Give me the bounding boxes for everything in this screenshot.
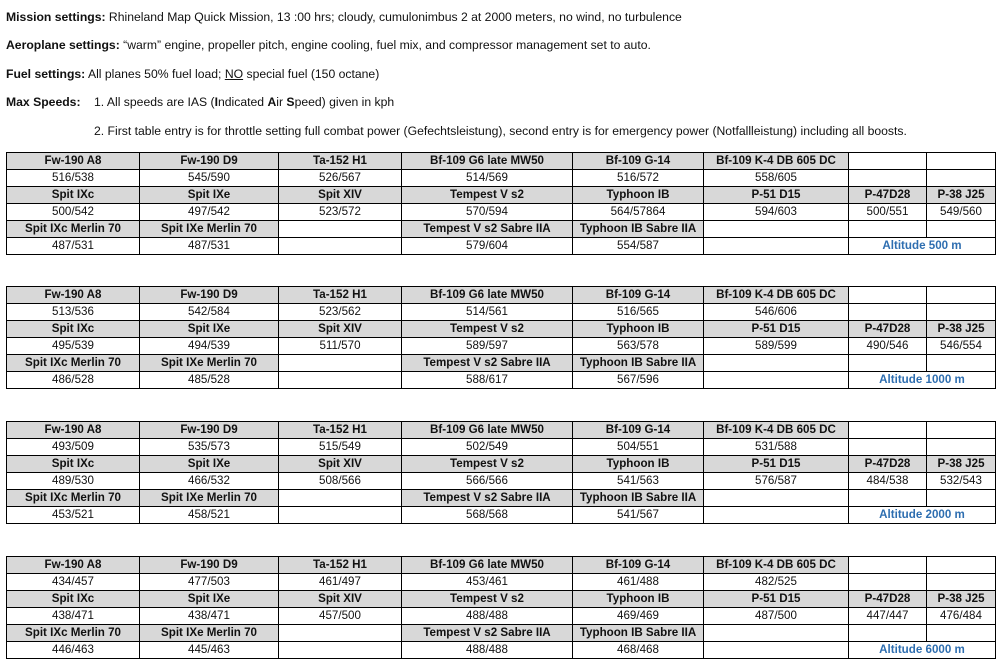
speed-value-cell: 554/587 <box>573 238 704 255</box>
speed-value-cell <box>279 238 402 255</box>
aircraft-name-cell: Fw-190 A8 <box>7 153 140 170</box>
aircraft-name-cell <box>849 422 927 439</box>
speed-table-3 <box>6 421 996 524</box>
speed-value-row <box>7 473 996 490</box>
aircraft-name-cell <box>927 287 996 304</box>
speed-value-cell: 588/617 <box>402 372 573 389</box>
speed-value-cell: 487/531 <box>140 238 279 255</box>
speed-value-cell: 504/551 <box>573 439 704 456</box>
aircraft-name-cell <box>927 221 996 238</box>
aircraft-header-row <box>7 557 996 574</box>
mission-settings-line <box>6 10 682 24</box>
aircraft-name-cell: Spit IXc <box>7 187 140 204</box>
speed-value-row <box>7 372 996 389</box>
aircraft-name-cell: Spit XIV <box>279 321 402 338</box>
aircraft-name-cell: Tempest V s2 Sabre IIA <box>402 221 573 238</box>
speed-value-cell: 438/471 <box>7 608 140 625</box>
aircraft-name-cell: Spit IXc <box>7 456 140 473</box>
aircraft-name-cell <box>704 625 849 642</box>
aircraft-name-cell: Spit IXc Merlin 70 <box>7 625 140 642</box>
altitude-label: Altitude 6000 m <box>849 642 996 659</box>
aircraft-name-cell: Spit IXe <box>140 187 279 204</box>
speed-value-cell: 535/573 <box>140 439 279 456</box>
aircraft-header-row <box>7 591 996 608</box>
aircraft-name-cell: Bf-109 G6 late MW50 <box>402 153 573 170</box>
fuel-settings-line <box>6 67 379 81</box>
aircraft-name-cell: P-38 J25 <box>927 456 996 473</box>
speed-value-cell <box>704 507 849 524</box>
aircraft-name-cell <box>927 490 996 507</box>
speed-value-cell <box>704 238 849 255</box>
aircraft-name-cell: P-51 D15 <box>704 321 849 338</box>
aircraft-name-cell <box>849 557 927 574</box>
aircraft-name-cell <box>704 490 849 507</box>
speed-value-cell: 532/543 <box>927 473 996 490</box>
speed-value-cell: 579/604 <box>402 238 573 255</box>
speed-value-cell: 485/528 <box>140 372 279 389</box>
aircraft-name-cell: Ta-152 H1 <box>279 287 402 304</box>
speed-value-cell: 434/457 <box>7 574 140 591</box>
aircraft-header-row <box>7 221 996 238</box>
speed-value-cell: 523/562 <box>279 304 402 321</box>
speed-value-cell: 468/468 <box>573 642 704 659</box>
aeroplane-settings-text: “warm” engine, propeller pitch, engine cooling, fuel mix, and compressor management set to auto. <box>119 38 651 52</box>
aeroplane-settings-line <box>6 38 651 52</box>
speed-value-cell: 497/542 <box>140 204 279 221</box>
aircraft-name-cell: Ta-152 H1 <box>279 153 402 170</box>
aircraft-name-cell: P-47D28 <box>849 187 927 204</box>
aircraft-name-cell <box>927 422 996 439</box>
aircraft-name-cell: Spit IXc Merlin 70 <box>7 221 140 238</box>
speed-value-cell: 564/57864 <box>573 204 704 221</box>
aircraft-name-cell: Typhoon IB <box>573 321 704 338</box>
speed-value-cell: 476/484 <box>927 608 996 625</box>
speed-value-row <box>7 439 996 456</box>
aircraft-name-cell: Fw-190 D9 <box>140 287 279 304</box>
speed-value-cell <box>849 574 927 591</box>
aircraft-name-cell: Tempest V s2 Sabre IIA <box>402 625 573 642</box>
aircraft-name-cell: Typhoon IB Sabre IIA <box>573 355 704 372</box>
altitude-label: Altitude 1000 m <box>849 372 996 389</box>
aircraft-name-cell <box>927 625 996 642</box>
speed-value-cell <box>704 642 849 659</box>
max-speeds-note-2: 2. First table entry is for throttle setting full combat power (Gefechtsleistung), second entry is for emergency power (Notfallleistung) including all boosts. <box>94 124 907 138</box>
speed-value-cell: 514/569 <box>402 170 573 187</box>
speed-value-cell: 488/488 <box>402 642 573 659</box>
speed-value-cell: 576/587 <box>704 473 849 490</box>
aircraft-name-cell: P-38 J25 <box>927 591 996 608</box>
aircraft-name-cell: P-47D28 <box>849 456 927 473</box>
fuel-no-underlined: NO <box>224 67 244 81</box>
aircraft-name-cell: Ta-152 H1 <box>279 422 402 439</box>
speed-value-cell: 489/530 <box>7 473 140 490</box>
aircraft-name-cell: Spit IXe Merlin 70 <box>140 490 279 507</box>
speed-value-cell: 516/565 <box>573 304 704 321</box>
aircraft-name-cell: P-47D28 <box>849 591 927 608</box>
aircraft-name-cell: Bf-109 G-14 <box>573 287 704 304</box>
aircraft-name-cell: Typhoon IB <box>573 591 704 608</box>
aircraft-name-cell: Fw-190 D9 <box>140 422 279 439</box>
speed-value-row <box>7 574 996 591</box>
aircraft-name-cell: Fw-190 A8 <box>7 422 140 439</box>
aircraft-name-cell: Ta-152 H1 <box>279 557 402 574</box>
speed-table-4 <box>6 556 996 659</box>
aircraft-name-cell: P-51 D15 <box>704 456 849 473</box>
max-speeds-label: Max Speeds: <box>6 95 81 109</box>
aircraft-name-cell <box>279 625 402 642</box>
max-speeds-note-1: 1. All speeds are IAS (Indicated Air Speed) given in kph <box>94 95 395 109</box>
speed-value-cell: 461/488 <box>573 574 704 591</box>
aircraft-name-cell: Spit XIV <box>279 456 402 473</box>
speed-value-cell: 511/570 <box>279 338 402 355</box>
speed-value-row <box>7 608 996 625</box>
speed-value-cell <box>704 372 849 389</box>
aircraft-name-cell <box>849 153 927 170</box>
aircraft-name-cell: Spit IXe <box>140 456 279 473</box>
aircraft-name-cell: Typhoon IB <box>573 456 704 473</box>
speed-value-cell <box>927 439 996 456</box>
speed-value-cell: 495/539 <box>7 338 140 355</box>
aircraft-name-cell: Bf-109 G-14 <box>573 153 704 170</box>
aircraft-name-cell: Bf-109 G-14 <box>573 557 704 574</box>
speed-value-cell: 461/497 <box>279 574 402 591</box>
speed-value-cell: 453/521 <box>7 507 140 524</box>
speed-value-cell <box>927 170 996 187</box>
aircraft-name-cell: Bf-109 G6 late MW50 <box>402 422 573 439</box>
aircraft-name-cell: Bf-109 G6 late MW50 <box>402 557 573 574</box>
aircraft-header-row <box>7 490 996 507</box>
aircraft-name-cell <box>849 490 927 507</box>
speed-value-cell <box>279 642 402 659</box>
speed-value-cell <box>849 439 927 456</box>
aircraft-name-cell: Fw-190 A8 <box>7 557 140 574</box>
aircraft-name-cell: Spit IXc <box>7 591 140 608</box>
speed-value-cell: 589/597 <box>402 338 573 355</box>
speed-value-cell: 447/447 <box>849 608 927 625</box>
speed-value-cell: 490/546 <box>849 338 927 355</box>
aircraft-name-cell: Spit IXe Merlin 70 <box>140 355 279 372</box>
aircraft-name-cell: Spit IXe Merlin 70 <box>140 625 279 642</box>
speed-value-cell: 446/463 <box>7 642 140 659</box>
aircraft-name-cell: Typhoon IB <box>573 187 704 204</box>
speed-table-1 <box>6 152 996 255</box>
aircraft-name-cell: Typhoon IB Sabre IIA <box>573 625 704 642</box>
aircraft-name-cell <box>849 287 927 304</box>
speed-value-cell: 515/549 <box>279 439 402 456</box>
speed-value-cell: 457/500 <box>279 608 402 625</box>
speed-value-cell: 541/567 <box>573 507 704 524</box>
speed-value-cell: 546/606 <box>704 304 849 321</box>
aircraft-name-cell: P-47D28 <box>849 321 927 338</box>
speed-value-cell: 487/500 <box>704 608 849 625</box>
aircraft-name-cell: Spit IXc Merlin 70 <box>7 355 140 372</box>
altitude-label: Altitude 500 m <box>849 238 996 255</box>
aircraft-header-row <box>7 422 996 439</box>
speed-value-cell: 558/605 <box>704 170 849 187</box>
aircraft-header-row <box>7 456 996 473</box>
aircraft-name-cell <box>279 221 402 238</box>
speed-value-cell: 486/528 <box>7 372 140 389</box>
aircraft-header-row <box>7 625 996 642</box>
speed-value-cell: 549/560 <box>927 204 996 221</box>
aircraft-name-cell: Bf-109 K-4 DB 605 DC <box>704 557 849 574</box>
aircraft-name-cell: Tempest V s2 Sabre IIA <box>402 490 573 507</box>
aircraft-name-cell: Bf-109 G6 late MW50 <box>402 287 573 304</box>
speed-value-cell: 531/588 <box>704 439 849 456</box>
aircraft-name-cell <box>927 153 996 170</box>
aircraft-header-row <box>7 187 996 204</box>
speed-value-cell: 487/531 <box>7 238 140 255</box>
aircraft-name-cell: Fw-190 D9 <box>140 557 279 574</box>
speed-value-cell: 516/538 <box>7 170 140 187</box>
aircraft-name-cell: Typhoon IB Sabre IIA <box>573 221 704 238</box>
speed-value-cell: 526/567 <box>279 170 402 187</box>
aircraft-name-cell: Fw-190 A8 <box>7 287 140 304</box>
speed-value-row <box>7 338 996 355</box>
aircraft-name-cell <box>279 490 402 507</box>
speed-value-cell: 567/596 <box>573 372 704 389</box>
aircraft-name-cell: Bf-109 K-4 DB 605 DC <box>704 287 849 304</box>
aircraft-name-cell <box>849 221 927 238</box>
aircraft-name-cell: Tempest V s2 <box>402 456 573 473</box>
speed-value-cell: 482/525 <box>704 574 849 591</box>
speed-value-cell: 589/599 <box>704 338 849 355</box>
speed-value-cell: 594/603 <box>704 204 849 221</box>
aircraft-name-cell <box>849 355 927 372</box>
aircraft-name-cell: P-51 D15 <box>704 187 849 204</box>
speed-value-cell: 494/539 <box>140 338 279 355</box>
aircraft-name-cell: Spit IXe <box>140 321 279 338</box>
speed-value-cell: 469/469 <box>573 608 704 625</box>
aircraft-name-cell: Spit IXc Merlin 70 <box>7 490 140 507</box>
aircraft-name-cell: Spit XIV <box>279 591 402 608</box>
altitude-label: Altitude 2000 m <box>849 507 996 524</box>
speed-value-cell: 445/463 <box>140 642 279 659</box>
aircraft-name-cell: Typhoon IB Sabre IIA <box>573 490 704 507</box>
speed-value-row <box>7 507 996 524</box>
speed-value-row <box>7 238 996 255</box>
fuel-settings-label: Fuel settings: <box>6 67 86 81</box>
aircraft-header-row <box>7 355 996 372</box>
mission-settings-label: Mission settings: <box>6 10 106 24</box>
speed-value-cell <box>279 507 402 524</box>
speed-value-cell <box>927 574 996 591</box>
speed-value-cell: 516/572 <box>573 170 704 187</box>
speed-value-cell: 453/461 <box>402 574 573 591</box>
aircraft-name-cell: Spit IXe <box>140 591 279 608</box>
speed-value-cell: 438/471 <box>140 608 279 625</box>
aircraft-name-cell: Spit XIV <box>279 187 402 204</box>
speed-value-cell: 545/590 <box>140 170 279 187</box>
speed-value-cell: 523/572 <box>279 204 402 221</box>
fuel-settings-text-2: special fuel (150 octane) <box>243 67 380 81</box>
aircraft-name-cell <box>704 355 849 372</box>
speed-value-cell <box>849 304 927 321</box>
aircraft-name-cell: Fw-190 D9 <box>140 153 279 170</box>
speed-value-cell: 466/532 <box>140 473 279 490</box>
aircraft-name-cell <box>704 221 849 238</box>
speed-value-cell: 568/568 <box>402 507 573 524</box>
speed-value-cell: 566/566 <box>402 473 573 490</box>
speed-value-cell: 542/584 <box>140 304 279 321</box>
aircraft-name-cell <box>279 355 402 372</box>
speed-value-row <box>7 304 996 321</box>
max-speeds-line <box>6 95 394 109</box>
aircraft-header-row <box>7 153 996 170</box>
speed-value-cell: 493/509 <box>7 439 140 456</box>
speed-value-cell: 502/549 <box>402 439 573 456</box>
aircraft-name-cell: P-38 J25 <box>927 321 996 338</box>
aircraft-header-row <box>7 321 996 338</box>
aircraft-name-cell: Spit IXe Merlin 70 <box>140 221 279 238</box>
speed-value-cell: 500/542 <box>7 204 140 221</box>
speed-value-cell <box>927 304 996 321</box>
speed-value-cell <box>849 170 927 187</box>
aircraft-name-cell: Bf-109 K-4 DB 605 DC <box>704 153 849 170</box>
aircraft-name-cell: Bf-109 K-4 DB 605 DC <box>704 422 849 439</box>
speed-value-cell: 570/594 <box>402 204 573 221</box>
speed-value-cell: 513/536 <box>7 304 140 321</box>
aeroplane-settings-label: Aeroplane settings: <box>6 38 120 52</box>
aircraft-name-cell: P-38 J25 <box>927 187 996 204</box>
aircraft-name-cell <box>849 625 927 642</box>
aircraft-name-cell: Tempest V s2 Sabre IIA <box>402 355 573 372</box>
aircraft-name-cell: Spit IXc <box>7 321 140 338</box>
speed-value-cell: 488/488 <box>402 608 573 625</box>
speed-value-row <box>7 642 996 659</box>
aircraft-name-cell <box>927 355 996 372</box>
speed-value-row <box>7 170 996 187</box>
speed-value-row <box>7 204 996 221</box>
speed-value-cell: 563/578 <box>573 338 704 355</box>
speed-value-cell: 484/538 <box>849 473 927 490</box>
speed-value-cell: 541/563 <box>573 473 704 490</box>
speed-value-cell <box>279 372 402 389</box>
aircraft-name-cell: Bf-109 G-14 <box>573 422 704 439</box>
mission-settings-text: Rhineland Map Quick Mission, 13 :00 hrs; cloudy, cumulonimbus 2 at 2000 meters, no wind, no turbulence <box>105 10 682 24</box>
aircraft-name-cell <box>927 557 996 574</box>
aircraft-header-row <box>7 287 996 304</box>
speed-table-2 <box>6 286 996 389</box>
speed-value-cell: 508/566 <box>279 473 402 490</box>
speed-value-cell: 477/503 <box>140 574 279 591</box>
speed-value-cell: 546/554 <box>927 338 996 355</box>
aircraft-name-cell: Tempest V s2 <box>402 321 573 338</box>
speed-value-cell: 500/551 <box>849 204 927 221</box>
speed-value-cell: 458/521 <box>140 507 279 524</box>
speed-value-cell: 514/561 <box>402 304 573 321</box>
fuel-settings-text-1: All planes 50% fuel load; <box>85 67 225 81</box>
aircraft-name-cell: Tempest V s2 <box>402 591 573 608</box>
aircraft-name-cell: Tempest V s2 <box>402 187 573 204</box>
aircraft-name-cell: P-51 D15 <box>704 591 849 608</box>
